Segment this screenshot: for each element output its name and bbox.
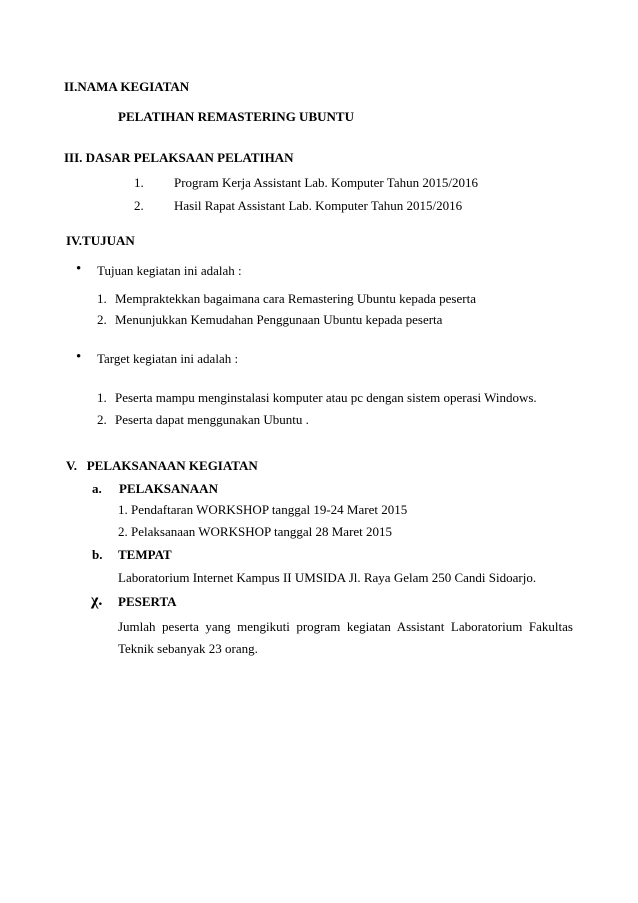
pelaksanaan-line: 2. Pelaksanaan WORKSHOP tanggal 28 Maret 2015 (118, 524, 393, 539)
section-heading-pelaksanaan-kegiatan: V. PELAKSANAAN KEGIATAN (66, 458, 258, 473)
subsection-title-tempat: TEMPAT (118, 547, 172, 562)
tujuan-intro: Tujuan kegiatan ini adalah : (97, 263, 242, 278)
pelaksanaan-line: 1. Pendaftaran WORKSHOP tanggal 19-24 Maret 2015 (118, 502, 408, 517)
tempat-text: Laboratorium Internet Kampus II UMSIDA Jl. Raya Gelam 250 Candi Sidoarjo. (118, 570, 537, 585)
dasar-item-number: 2. (134, 198, 144, 213)
subsection-title-peserta: PESERTA (118, 594, 177, 609)
target-item-text: Peserta mampu menginstalasi komputer atau pc dengan sistem operasi Windows. (115, 390, 537, 405)
subsection-marker: χ. (91, 592, 103, 609)
bullet-icon: • (76, 349, 82, 365)
bullet-icon: • (76, 261, 82, 277)
subsection-marker: a. (92, 481, 102, 496)
target-item-number: 1. (97, 390, 107, 405)
tujuan-item-number: 1. (97, 291, 107, 306)
target-item-number: 2. (97, 412, 107, 427)
tujuan-item-text: Mempraktekkan bagaimana cara Remastering Ubuntu kepada peserta (115, 291, 476, 306)
dasar-item-text: Hasil Rapat Assistant Lab. Komputer Tahun 2015/2016 (174, 198, 463, 213)
target-intro: Target kegiatan ini adalah : (97, 351, 239, 366)
section-heading-nama-kegiatan: II.NAMA KEGIATAN (64, 79, 190, 94)
tujuan-item-number: 2. (97, 312, 107, 327)
peserta-text-line: Teknik sebanyak 23 orang. (118, 641, 258, 656)
section-heading-dasar-pelaksanaan: III. DASAR PELAKSAAN PELATIHAN (64, 150, 294, 165)
peserta-text-line: Jumlah peserta yang mengikuti program kegiatan Assistant Laboratorium Fakultas (118, 619, 573, 634)
subsection-marker: b. (92, 547, 103, 562)
dasar-item-text: Program Kerja Assistant Lab. Komputer Tahun 2015/2016 (174, 175, 478, 190)
dasar-item-number: 1. (134, 175, 144, 190)
target-item-text: Peserta dapat menggunakan Ubuntu . (115, 412, 309, 427)
activity-name: PELATIHAN REMASTERING UBUNTU (118, 109, 354, 124)
section-heading-tujuan: IV.TUJUAN (66, 233, 135, 248)
subsection-title-pelaksanaan: PELAKSANAAN (119, 481, 218, 496)
tujuan-item-text: Menunjukkan Kemudahan Penggunaan Ubuntu kepada peserta (115, 312, 443, 327)
